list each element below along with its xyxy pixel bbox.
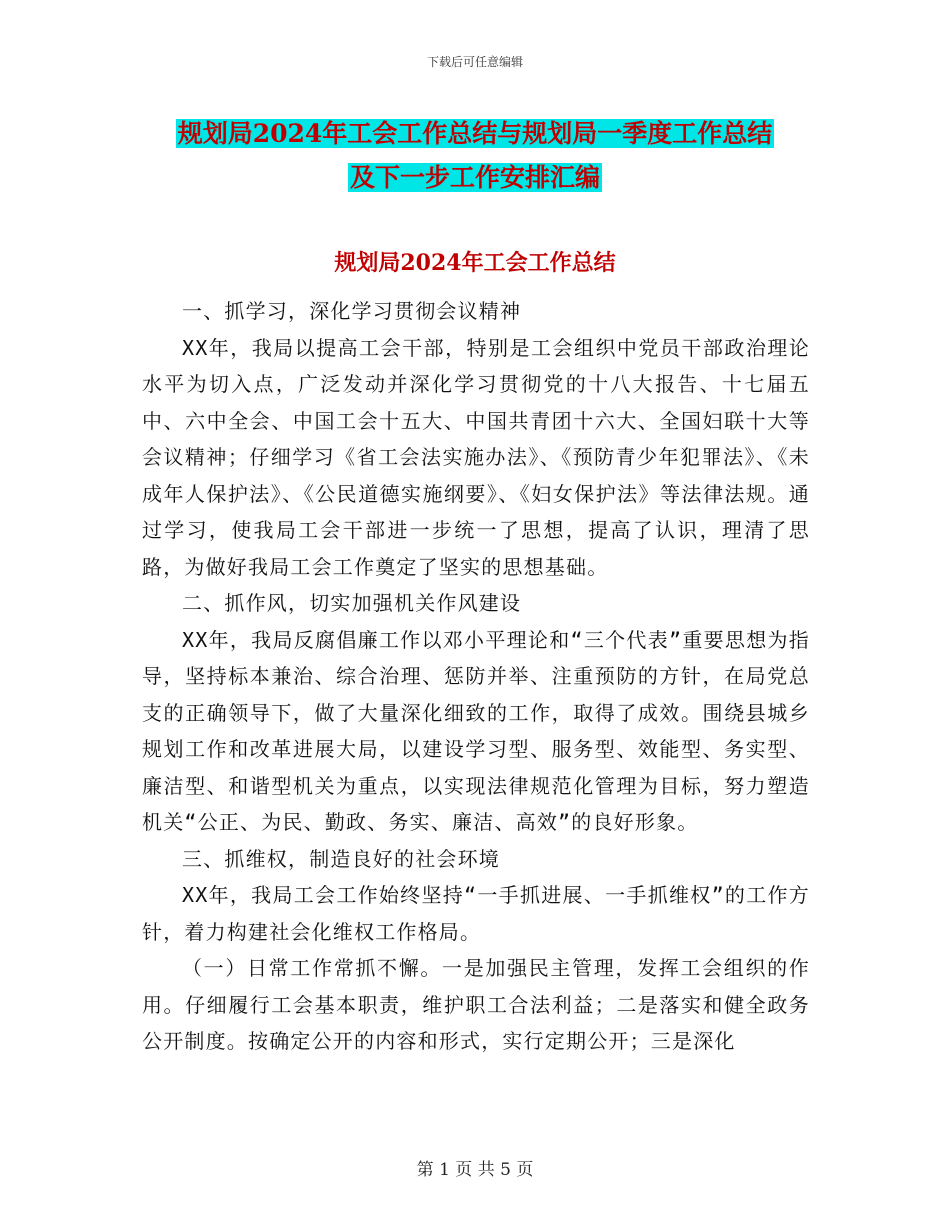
document-title-line-2 — [0, 156, 950, 200]
paragraph-study: XX年，我局以提高工会干部，特别是工会组织中党员干部政治理论水平为切入点，广泛发动并深化学习贯彻党的十八大报告、十七届五中、六中全会、中国工会十五大、中国共青团十六大、全国妇联十大等会议精神；仔细学习《省工会法实施办法》、《预防青少年犯罪法》、《未成年人保护法》、《公民道德实施纲要》、《妇女保护法》等法律法规。通过学习，使我局工会干部进一步统一了思想，提高了认识，理清了思路，为做好我局工会工作奠定了坚实的思想基础。 — [142, 335, 810, 579]
document-title-line-1 — [0, 112, 950, 156]
section-title: 规划局2024年工会工作总结 — [334, 250, 616, 276]
heading-work-style: 二、抓作风，切实加强机关作风建设 — [182, 591, 522, 615]
heading-rights: 三、抓维权，制造良好的社会环境 — [182, 846, 500, 871]
paragraph-work-style: XX年，我局反腐倡廉工作以邓小平理论和“三个代表”重要思想为指导，坚持标本兼治、综合治理、惩防并举、注重预防的方针，在局党总支的正确领导下，做了大量深化细致的工作，取得了成效。围绕县城乡规划工作和改革进展大局，以建设学习型、服务型、效能型、务实型、廉洁型、和谐型机关为重点，以实现法律规范化管理为目标，努力塑造机关“公正、为民、勤政、务实、廉洁、高效”的良好形象。 — [142, 627, 810, 834]
document-title — [0, 112, 950, 200]
title-line-1-text: 规划局2024年工会工作总结与规划局一季度工作总结 — [177, 119, 773, 148]
title-line-2-text: 及下一步工作安排汇编 — [349, 163, 600, 192]
page-number: 第 1 页 共 5 页 — [416, 1160, 534, 1180]
paragraph-daily-work: （一）日常工作常抓不懈。一是加强民主管理，发挥工会组织的作用。仔细履行工会基本职责，维护职工合法利益；二是落实和健全政务公开制度。按确定公开的内容和形式，实行定期公开；三是深化 — [142, 956, 810, 1053]
heading-study: 一、抓学习，深化学习贯彻会议精神 — [182, 299, 522, 323]
paragraph-rights: XX年，我局工会工作始终坚持“一手抓进展、一手抓维权”的工作方针，着力构建社会化维权工作格局。 — [142, 883, 810, 944]
header-note: 下载后可任意编辑 — [426, 55, 523, 69]
document-body — [142, 293, 810, 1060]
